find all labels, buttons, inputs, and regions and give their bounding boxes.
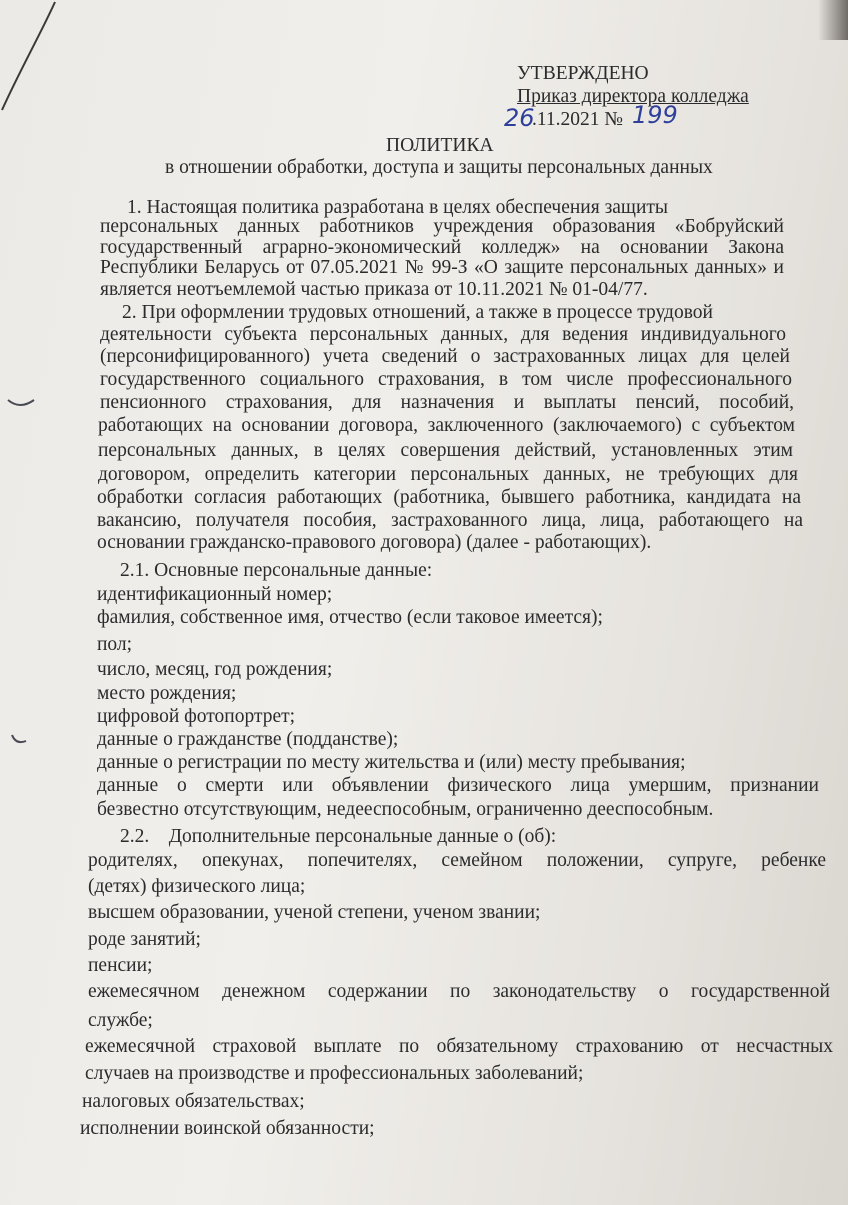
- section-2-1-item: безвестно отсутствующим, недееспособным, ограниченно дееспособным.: [97, 799, 714, 820]
- p2-line: государственного социального страхования, в том числе профессионального: [100, 369, 792, 390]
- binder-hole-mark: [6, 733, 36, 747]
- binder-hole-mark: [6, 396, 36, 410]
- p2-line: вакансию, получателя пособия, застрахованного лица, лица, работающего на: [97, 510, 803, 531]
- p1-line: персональных данных работников учреждения образования «Бобруйский: [100, 216, 784, 237]
- section-2-2-item: родителях, опекунах, попечителях, семейном положении, супруге, ребенке: [88, 850, 826, 871]
- section-2-2-item: роде занятий;: [88, 929, 201, 950]
- section-2-1-item: идентификационный номер;: [97, 584, 333, 605]
- p2-line: пенсионного страхования, для назначения и выплаты пенсий, пособий,: [100, 392, 794, 413]
- p2-line: договором, определить категории персональных данных, не требующих для: [98, 464, 798, 485]
- background-edge: [818, 0, 848, 40]
- section-2-1-item: цифровой фотопортрет;: [97, 706, 296, 727]
- section-2-2-item: случаев на производстве и профессиональных заболеваний;: [85, 1063, 584, 1084]
- p2-line: основании гражданско-правового договора) (далее - работающих).: [97, 532, 652, 553]
- p2-line: 2. При оформлении трудовых отношений, а также в процессе трудовой: [122, 302, 713, 323]
- p2-line: работающих на основании договора, заключенного (заключаемого) с субъектом: [98, 415, 795, 436]
- section-2-2-item: высшем образовании, ученой степени, ученом звании;: [88, 902, 541, 923]
- section-2-1-item: число, месяц, год рождения;: [97, 659, 333, 680]
- document-title: ПОЛИТИКА: [386, 135, 494, 156]
- section-2-2-item: службе;: [88, 1010, 153, 1031]
- section-2-1-item: пол;: [97, 634, 133, 655]
- handwritten-date-day: 26: [504, 104, 535, 132]
- section-2-1-item: фамилия, собственное имя, отчество (если таковое имеется);: [97, 607, 603, 628]
- section-2-1-item: место рождения;: [97, 683, 237, 704]
- section-2-2-item: пенсии;: [88, 955, 153, 976]
- section-2-2-item: (детях) физического лица;: [88, 876, 306, 897]
- p2-line: обработки согласия работающих (работника, бывшего работника, кандидата на: [97, 487, 801, 508]
- section-2-2-item: налоговых обязательствах;: [82, 1091, 305, 1112]
- order-of-label: Приказ директора колледжа: [517, 86, 749, 107]
- section-2-2-heading: 2.2. Дополнительные персональные данные о (об):: [120, 826, 557, 847]
- p2-line: деятельности субъекта персональных данных, для ведения индивидуального: [100, 324, 786, 345]
- handwritten-order-number: 199: [632, 101, 678, 129]
- order-date: .11.2021 №: [532, 109, 624, 130]
- p2-line: персональных данных, в целях совершения действий, установленных этим: [98, 440, 793, 461]
- section-2-1-item: данные о смерти или объявлении физического лица умершим, признании: [97, 775, 819, 796]
- p1-line: Республики Беларусь от 07.05.2021 № 99-З «О защите персональных данных» и: [100, 257, 784, 278]
- p1-line: 1. Настоящая политика разработана в целях обеспечения защиты: [127, 197, 669, 218]
- p2-line: (персонифицированного) учета сведений о застрахованных лицах для целей: [100, 346, 790, 367]
- p1-line: является неотъемлемой частью приказа от 10.11.2021 № 01-04/77.: [100, 279, 648, 300]
- section-2-1-item: данные о регистрации по месту жительства и (или) месту пребывания;: [97, 752, 686, 773]
- section-2-2-item: исполнении воинской обязанности;: [80, 1118, 375, 1139]
- section-2-1-heading: 2.1. Основные персональные данные:: [120, 560, 433, 581]
- section-2-1-item: данные о гражданстве (подданстве);: [97, 729, 399, 750]
- pen-stroke: [0, 0, 80, 120]
- section-2-2-item: ежемесячной страховой выплате по обязательному страхованию от несчастных: [85, 1036, 833, 1057]
- section-2-2-item: ежемесячном денежном содержании по законодательству о государственной: [88, 981, 830, 1002]
- approved-label: УТВЕРЖДЕНО: [517, 63, 649, 84]
- document-subtitle: в отношении обработки, доступа и защиты персональных данных: [165, 157, 713, 178]
- p1-line: государственный аграрно-экономический колледж» на основании Закона: [100, 237, 784, 258]
